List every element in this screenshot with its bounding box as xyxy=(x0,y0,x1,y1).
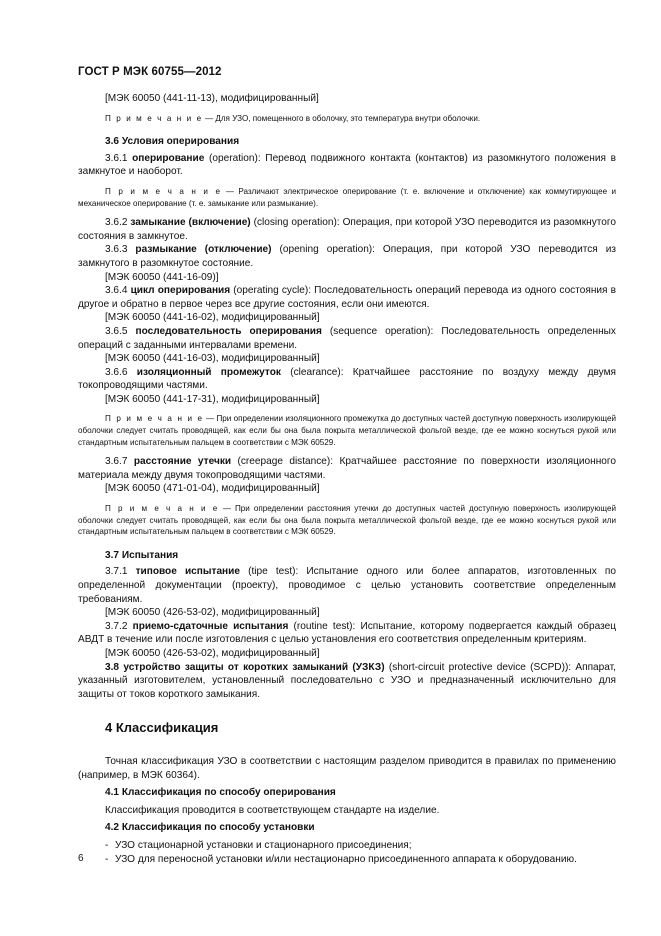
reference-line: [МЭК 60050 (441-16-09)] xyxy=(105,271,219,283)
list-item: - УЗО для переносной установки и/или нестационарно присоединенного аппарата к оборудованию. xyxy=(105,853,577,865)
definition-3-6-3: 3.6.3 размыкание (отключение) (opening operation): Операция, при которой УЗО переводится из замкнутого в разомкнутое состояние. xyxy=(78,244,616,269)
bullet-dash: - xyxy=(105,839,109,851)
list-item: - УЗО стационарной установки и стационарного присоединения; xyxy=(105,839,412,851)
definition-3-6-4: 3.6.4 цикл оперирования (operating cycle): Последовательность операций перевода из одного состояния в другое и обратно в первое через все другие состояния, если они имеются. xyxy=(78,285,616,310)
section-heading-3-6: 3.6 Условия оперирования xyxy=(105,136,240,148)
section-heading-3-7: 3.7 Испытания xyxy=(105,549,179,561)
definition-3-6-2: 3.6.2 замыкание (включение) (closing operation): Операция, при которой УЗО переводится из разомкнутого состояния в замкнутое. xyxy=(78,217,616,242)
page-number: 6 xyxy=(78,853,84,864)
note: П р и м е ч а н и е — При определении расстояния утечки до доступных частей доступную поверхность изолирующей оболочки следует считать проводящей, как если бы она была покрыта металлической фольгой везде, где ее можно коснуться рукой или стандартным испытательным пальцем в соответствии с МЭК 60529. xyxy=(78,504,616,537)
bullet-dash: - xyxy=(105,853,109,865)
definition-3-6-5: 3.6.5 последовательность оперирования (sequence operation): Последовательность определенных операций с заданными интервалами времени. xyxy=(78,325,616,351)
reference-line: [МЭК 60050 (426-53-02), модифицированный] xyxy=(105,647,320,659)
reference-line: [МЭК 60050 (471-01-04), модифицированный] xyxy=(105,483,320,495)
paragraph: Классификация проводится в соответствующем стандарте на изделие. xyxy=(105,804,440,816)
reference-line: [МЭК 60050 (426-53-02), модифицированный] xyxy=(105,607,320,619)
section-heading-4-2: 4.2 Классификация по способу установки xyxy=(105,822,315,834)
section-heading-4-1: 4.1 Классификация по способу оперирования xyxy=(105,787,336,799)
reference-line: [МЭК 60050 (441-11-13), модифицированный] xyxy=(105,93,319,104)
paragraph: Точная классификация УЗО в соответствии с настоящим разделом приводится в правилах по применению (например, в МЭК 60364). xyxy=(78,755,616,781)
note: П р и м е ч а н и е — При определении изоляционного промежутка до доступных частей доступную поверхность изолирующей оболочки следует считать проводящей, как если бы она была покрыта металлической фольгой везде, где ее можно коснуться рукой или стандартным испытательным пальцем в соответствии с МЭК 60529. xyxy=(78,414,616,447)
definition-3-6-7: 3.6.7 расстояние утечки (creepage distance): Кратчайшее расстояние по поверхности изоляционного материала между двумя токопроводящими частями. xyxy=(78,456,616,481)
definition-3-6-6: 3.6.6 изоляционный промежуток (clearance): Кратчайшее расстояние по воздуху между двумя токопроводящими частями. xyxy=(78,366,616,392)
definition-3-8: 3.8 устройство защиты от коротких замыканий (УЗКЗ) (short-circuit protective device (SCPD)): Аппарат, указанный изготовителем, установленный последовательно с УЗО и предназначенный исключительно для защиты от токов короткого замыкания. xyxy=(78,661,616,700)
reference-line: [МЭК 60050 (441-17-31), модифицированный] xyxy=(105,393,320,405)
reference-line: [МЭК 60050 (441-16-03), модифицированный] xyxy=(105,353,320,365)
definition-3-7-2: 3.7.2 приемо-сдаточные испытания (routine test): Испытание, которому подвергается каждый образец АВДТ в течение или после изготовления с целью установления его соответствия определенным критериям. xyxy=(78,620,616,646)
note: П р и м е ч а н и е — Различают электрическое оперирование (т. е. включение и отключение) как коммутирующее и механическое оперирование (т. е. замыкание или размыкание). xyxy=(78,186,616,208)
document-body xyxy=(78,92,616,866)
section-heading-4: 4 Классификация xyxy=(105,720,219,736)
note: П р и м е ч а н и е — Для УЗО, помещенного в оболочку, это температура внутри оболочки. xyxy=(105,113,481,123)
definition-3-7-1: 3.7.1 типовое испытание (tipe test): Испытание одного или более аппаратов, изготовленных по определенной документации (проекту), проводимое с целью установить соответствие определенным требованиям. xyxy=(78,566,617,605)
bullet-list xyxy=(78,839,616,866)
reference-line: [МЭК 60050 (441-16-02), модифицированный] xyxy=(105,312,320,324)
definition-3-6-1: 3.6.1 оперирование (operation): Перевод подвижного контакта (контактов) из разомкнутого положения в замкнутое и наоборот. xyxy=(78,152,616,178)
document-header: ГОСТ Р МЭК 60755—2012 xyxy=(78,66,222,78)
